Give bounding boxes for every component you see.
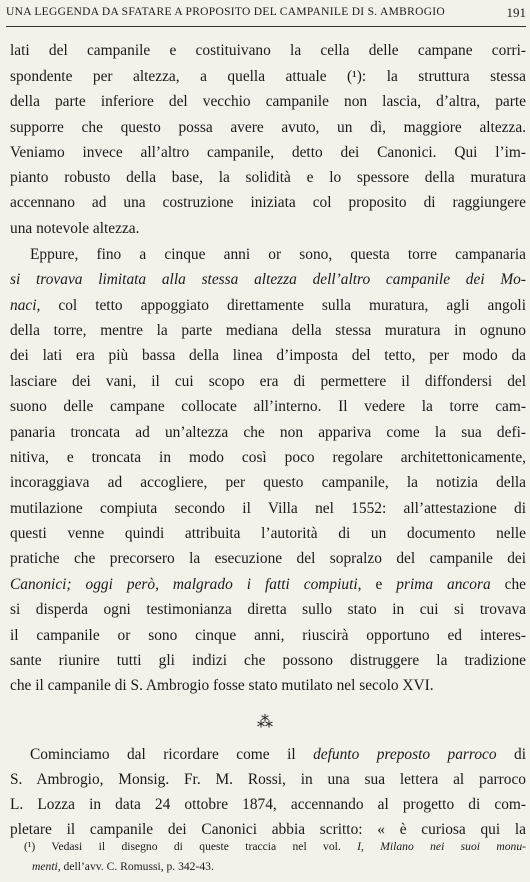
text-line: suono delle campane collocate all’interno. Il vedere la torre cam- <box>10 398 526 415</box>
text-line: sante riunire tutti gli indizi che possono distruggere la tradizione <box>10 652 526 669</box>
text-span: di <box>496 746 526 763</box>
running-header <box>6 4 526 27</box>
section-separator: ⁂ <box>257 714 273 731</box>
text-line: pratiche che precorsero la esecuzione del sopralzo del campanile dei <box>10 550 526 567</box>
text-line: dei lati era più bassa della linea d’imposta del tetto, per modo da <box>10 347 526 364</box>
text-line: incoraggiava ad accogliere, per questo campanile, la notizia della <box>10 474 526 491</box>
page-number: 191 <box>506 5 526 20</box>
italic-span: naci, <box>10 297 41 314</box>
text-line: S. Ambrogio, Monsig. Fr. M. Rossi, in una sua lettera al parroco <box>10 771 526 788</box>
text-span: dell’avv. C. Romussi, p. 342-43. <box>60 860 214 873</box>
text-line: panaria troncata ad un’altezza che non appariva come la sua defi- <box>10 424 526 441</box>
text-line <box>10 297 526 315</box>
text-line <box>10 271 526 289</box>
text-line: pletare il campanile dei Canonici abbia scritto: « è curiosa qui la <box>10 821 526 838</box>
text-line: pianto robusto della base, la solidità e lo spessore della muratura <box>10 169 526 186</box>
italic-span: menti, <box>32 860 61 873</box>
text-line: lati del campanile e costituivano la cella delle campane corri- <box>10 42 526 59</box>
italic-span: prima ancora <box>396 576 491 593</box>
text-span: Cominciamo dal ricordare come il <box>30 746 314 763</box>
text-line: della torre, mentre la parte mediana della stessa muratura in ognuno <box>10 322 526 339</box>
text-line <box>30 746 526 764</box>
text-line: Veniamo invece all’altro campanile, detto dei Canonici. Qui l’im- <box>10 144 526 161</box>
text-line: questi venne quindi attribuita l’autorità di un documento nelle <box>10 525 526 542</box>
text-line: mutilazione compiuta secondo il Villa nel 1552: all’attestazione di <box>10 500 526 517</box>
text-line <box>10 576 526 594</box>
text-line: della parte inferiore del vecchio campanile non lascia, d’altra, parte <box>10 93 526 110</box>
text-line: una notevole altezza. <box>10 220 140 237</box>
text-line: lasciare dei vani, il cui scopo era di permettere il diffondersi del <box>10 373 526 390</box>
text-line: si disperda ogni testimonianza diretta sullo stato in cui si trovava <box>10 601 526 618</box>
footnote-line <box>32 858 526 875</box>
italic-span: si trovava limitata alla stessa altezza dell’altro campanile dei Mo- <box>10 271 526 288</box>
text-line: accennano ad una costruzione iniziata col proposito di raggiungere <box>10 194 526 211</box>
text-line: spondente per altezza, a quella attuale (¹): la struttura stessa <box>10 68 526 85</box>
text-line: che il campanile di S. Ambrogio fosse stato mutilato nel secolo XVI. <box>10 677 434 694</box>
italic-span: defunto preposto parroco <box>313 746 497 763</box>
text-line: il campanile or sono cinque anni, riuscirà opportuno ed interes- <box>10 627 526 644</box>
text-span: e <box>361 576 397 593</box>
italic-span: Canonici; oggi però, malgrado i fatti compiuti, <box>10 576 362 593</box>
text-span: col tetto appoggiato direttamente sulla muratura, agli angoli <box>40 297 526 314</box>
text-span: (¹) Vedasi il disegno di queste traccia nel vol. <box>24 840 358 853</box>
text-line: Eppure, fino a cinque anni or sono, questa torre campanaria <box>30 246 526 263</box>
text-line: supporre che questo possa avere avuto, un dì, maggiore altezza. <box>10 119 526 136</box>
running-title: UNA LEGGENDA DA SFATARE A PROPOSITO DEL CAMPANILE DI S. AMBROGIO <box>6 6 446 18</box>
text-span: che <box>490 576 526 593</box>
text-line: L. Lozza in data 24 ottobre 1874, accennando al progetto di com- <box>10 796 526 813</box>
italic-span: I, Milano nei suoi monu- <box>357 840 526 853</box>
text-line: nitiva, e troncata in modo così poco regolare architettonicamente, <box>10 449 526 466</box>
footnote-line <box>24 838 526 855</box>
